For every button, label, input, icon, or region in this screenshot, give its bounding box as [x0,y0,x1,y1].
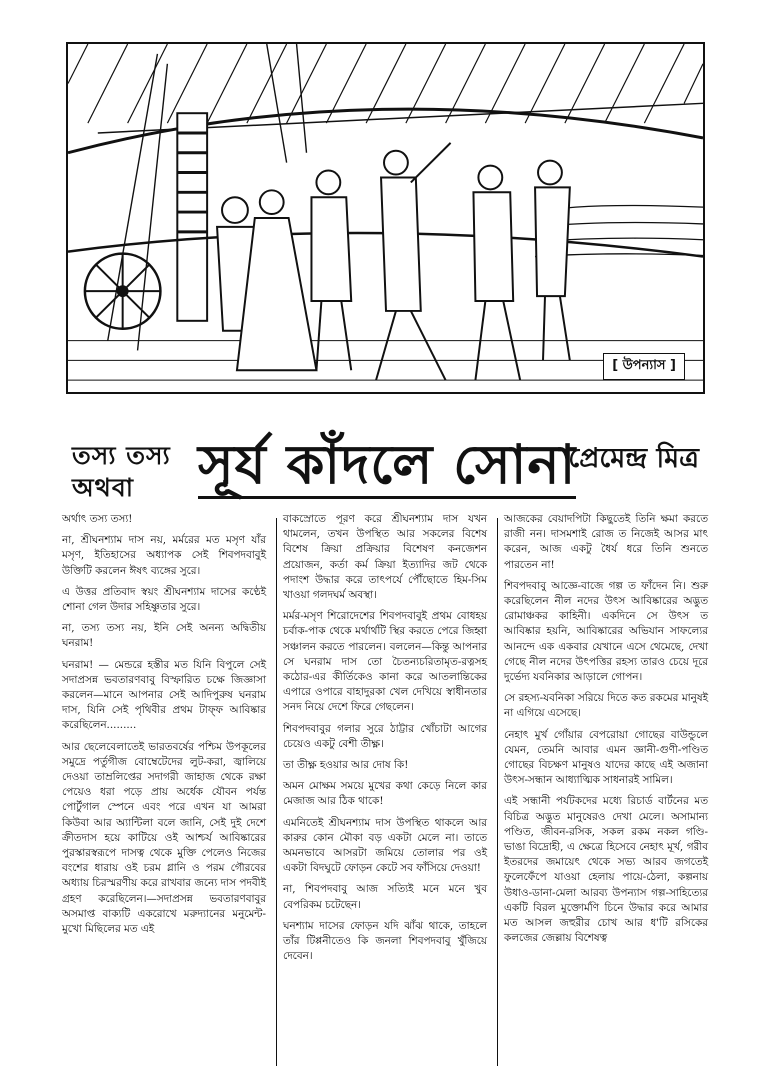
title-prefix-line1: তস্য তস্য [72,441,171,470]
paragraph: এমনিতেই শ্রীঘনশ্যাম দাস উপস্থিত থাকলে আর কারুর কোন মৌকা বড় একটা মেলে না। তাতে অমনভাবে আসরটা জমিয়ে তোলার পর ওই একটা বিদঘুটে ফোড়ন কেটে সব ফাঁসিয়ে দেওয়া! [283,816,487,875]
paragraph: এই সন্ধানী পর্যটকদের মধ্যে রিচার্ড বার্টনের মত বিচিত্র অদ্ভুত মানুষেরও দেখা মেলে। অসামান্য পণ্ডিত, জীবন-রসিক, সকল রকম নকল গণ্ডি-ভাঙা বিদ্রোহী, এ ক্ষেত্রে হিসেবে নেহাৎ মূর্খ, গরীব ইতরদের জমায়েৎ থেকে সভ্য আরব জগতেই ফুলেফেঁপে যাওয়া হেলায় পায়ে-ঠেলা, কল্পনায় উধাও-ডানা-মেলা আরব্য উপন্যাস গল্প-সাহিত্যের একটি বিরল মুক্তোর্মণি চিনে উদ্ধার করে আমার মত আসল জহুরীর চোখ আর ধ'টি রসিকের কলজের জেল্লায় বিশেষত্ব [504,795,708,945]
paragraph: তা তীক্ষ্ণ হওয়ার আর দোষ কি! [283,759,409,772]
engraving-illustration [66,42,705,394]
paragraph: এ উত্তর প্রতিবাদ স্বয়ং শ্রীঘনশ্যাম দাসের কণ্ঠেই শোনা গেল উদার সহিষ্ণুতার সুরে। [62,585,266,614]
paragraph: শিবপদবাবু আজ্ঞে-বাজে গল্প ত ফাঁদেন নি। শুরু করেছিলেন নীল নদের উৎস আবিষ্কারের অদ্ভুত রোমাঞ্চকর কাহিনী। একদিনে সে উৎস ত আবিষ্কার হয়নি, আবিষ্কারের অভিযান সাফল্যের আনন্দে এক একবার যেখানে এসে থেমেছে, দেখা গেছে নীল নদের উৎপত্তির রহস্য তারও চেয়ে দূরে দুর্ভেদ্য যবনিকার আড়ালে গোপন। [504,579,708,684]
page-title: সূর্য কাঁদলে সোনা [198,434,576,499]
author-name: প্রেমেন্দ্র মিত্র [568,443,699,474]
column-divider [276,518,277,1066]
paragraph: আজকের বেয়াদপিটা কিছুতেই তিনি ক্ষমা করতে রাজী নন। দাসমশাই রোজ ত নিজেই আসর মাৎ করেন, আজ একটু ধৈর্য ধরে তিনি শুনতে পারতেন না! [504,513,708,571]
paragraph: ঘনশ্যাম দাসের ফোড়ন যদি ঝাঁঝ থাকে, তাহলে তাঁর টিপ্পনীতেও কি জনলা শিবপদবাবু খুঁজিয়ে দেবেন। [283,919,487,963]
column-divider [497,518,498,1066]
title-prefix-line2: অথবা [72,473,135,502]
ship-deck-engraving [68,44,703,392]
column-2 [283,512,487,970]
genre-tag: [ উপন্যাস ] [603,353,685,380]
title-band [66,428,705,504]
paragraph: বাকস্রোতে পূরণ করে শ্রীঘনশ্যাম দাস যখন থামলেন, তখন উপস্থিত আর সকলের বিশেষ বিশেষ ক্রিয়া প্রক্রিয়ার বিশেষণ কনজেশন প্রয়োজন, কর্তা কর্ম ক্রিয়া ইত্যাদির জট থেকে পদাংশ উদ্ধার করে তাৎপর্যে পৌঁছোতে হিম-সিম খাওয়া গলদঘর্ম অবস্থা। [283,513,487,602]
paragraph: অর্থাৎ তস্য তস্য! [62,513,133,525]
paragraph: নেহাৎ মুর্খ গোঁয়ার বেপরোয়া গোছের বাউন্ডুলে যেমন, তেমনি আবার এমন জ্ঞানী-গুণী-পণ্ডিত গোছের বিচক্ষণ মানুষও যাদের কাছে এই অজানা উৎস-সন্ধান আধ্যাত্মিক সাধনারই সামিল। [504,728,708,787]
paragraph: মর্মর-মসৃণ শিরোদেশের শিবপদবাবুই প্রথম বোধহয় চর্বাক-পাক থেকে মর্থার্থটি স্থির করতে পেরে জিহ্বা সঞ্চালন করতে পারলেন। বললেন—কিন্তু আপনার সে ঘনরাম দাস তো চৈতন্যচরিতামৃত-রত্নসহ কঠোর-এর কীর্তিকেও কানা করে আতলান্তিকের এপারে ওপারে বাহাদুরকা খেল দেখিয়ে স্বাধীনতার সনদ নিয়ে দেশে ফিরে গেছলেন। [283,610,487,714]
paragraph: না, শ্রীঘনশ্যাম দাস নয়, মর্মরের মত মসৃণ যাঁর মসৃণ, ইতিহাসের অধ্যাপক সেই শিবপদবাবুই উক্তিটি করলেন ঈষৎ ব্যঙ্গের সুরে। [62,534,266,577]
paragraph: শিবপদবাবুর গলার সুরে ঠাট্টার খোঁচাটা আগের চেয়েও একটু বেশী তীক্ষ্ণ। [283,722,487,750]
paragraph: সে রহস্য-যবনিকা সরিয়ে দিতে কত রকমের মানুষই না এগিয়ে এসেছে। [504,692,708,720]
article-body [62,512,712,1072]
paragraph: অমন মোক্ষম সময়ে মুখের কথা কেড়ে নিলে কার মেজাজ আর ঠিক থাকে! [283,780,487,808]
paragraph: ঘনরাম! — মেন্ডরে হস্তীর মত যিনি বিপুলে সেই সদাপ্রসন্ন ভবতারণবাবু বিস্ফারিত চক্ষে জিজ্ঞাসা করলেন—মানে আপনার সেই আদিপুরুষ ঘনরাম দাস, যিনি সেই পৃথিবীর প্রথম টাফ্ফ আবিষ্কার করেছিলেন......... [62,658,266,732]
column-1 [62,512,266,943]
paragraph: না, তস্য তস্য নয়, ইনি সেই অনন্য অদ্বিতীয় ঘনরাম! [62,622,266,650]
paragraph: আর ছেলেবেলাতেই ভারতবর্ষের পশ্চিম উপকূলের সমুদ্রে পর্তুগীজ বোম্বেটেদের লুট-করা, জ্বালিয়ে দেওয়া তাম্রলিপ্তের সদাগরী জাহাজ থেকে রক্ষা পেয়েও ধরা পড়ে প্রায় অর্ধেক যৌবন পর্যন্ত পোর্টুগাল স্পেনে এবং পরে এখন যা আমরা কিউবা আর অ্যান্টিলা বলে জানি, সেই দুই দেশে ক্রীতদাস হয়ে কাটিয়ে ওই আশ্চর্য আবিষ্কারের পুরস্কারস্বরূপে দাসত্ব থেকে মুক্তি পেলেও নিজের বংশের ধারায় ওই চরম গ্লানি ও পরম গৌরবের অধ্যায় চিরস্মরণীয় করে রাখবার জন্যে দাস পদবীই গ্রহণ করেছিলেন।—সদাপ্রসন্ন ভবতারণবাবুর অসমাপ্ত বাক্যটি একরোখে মরুদ্যানের মনুমেন্ট-মুখো মিছিলের মত এই [62,740,266,936]
paragraph: না, শিবপদবাবু আজ সত্যিই মনে মনে খুব বেপরিকম চটেছেন। [283,883,487,911]
column-3 [504,512,708,952]
